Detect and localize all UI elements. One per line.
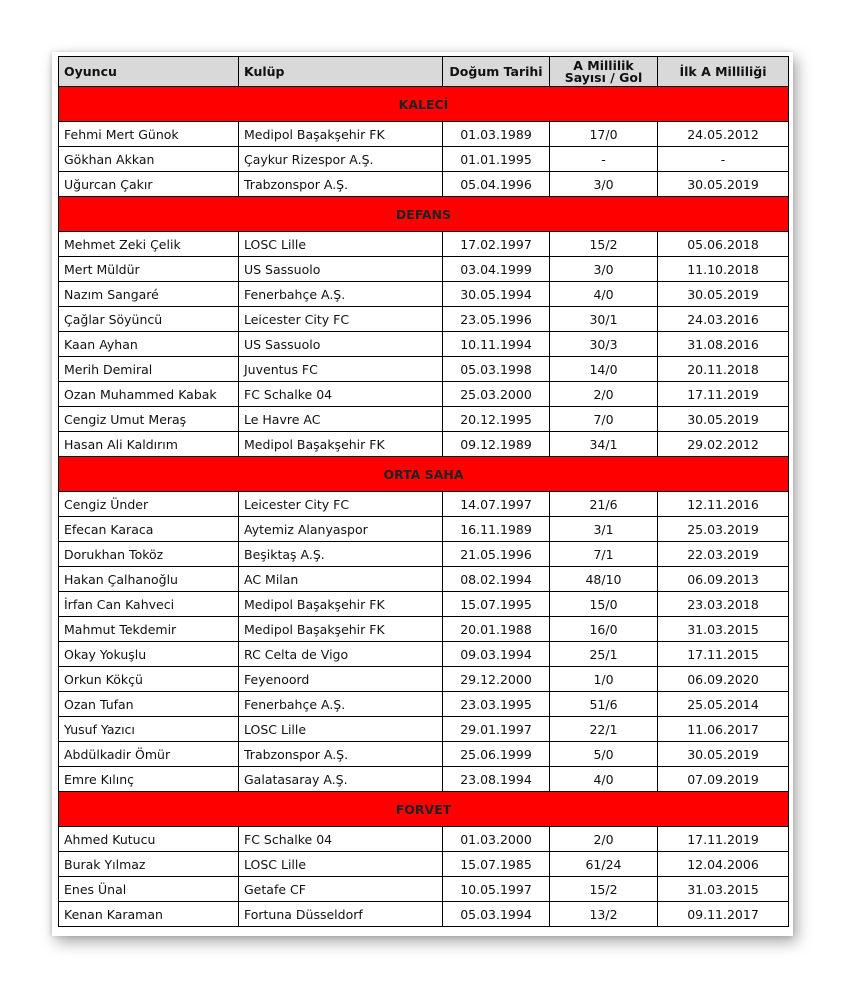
birth-date-cell: 23.03.1995 [443, 692, 550, 717]
club-cell: LOSC Lille [239, 232, 443, 257]
birth-date-cell: 10.05.1997 [443, 877, 550, 902]
caps-goals-cell: 17/0 [550, 122, 658, 147]
first-cap-cell: 06.09.2013 [658, 567, 789, 592]
club-cell: Medipol Başakşehir FK [239, 122, 443, 147]
birth-date-cell: 20.01.1988 [443, 617, 550, 642]
birth-date-cell: 15.07.1985 [443, 852, 550, 877]
club-cell: AC Milan [239, 567, 443, 592]
player-name-cell: Kaan Ayhan [59, 332, 239, 357]
caps-goals-cell: 5/0 [550, 742, 658, 767]
birth-date-cell: 03.04.1999 [443, 257, 550, 282]
first-cap-cell: 31.03.2015 [658, 617, 789, 642]
club-cell: US Sassuolo [239, 332, 443, 357]
club-cell: FC Schalke 04 [239, 382, 443, 407]
caps-goals-cell: 7/1 [550, 542, 658, 567]
club-cell: Trabzonspor A.Ş. [239, 172, 443, 197]
first-cap-cell: 24.03.2016 [658, 307, 789, 332]
player-name-cell: Abdülkadir Ömür [59, 742, 239, 767]
player-name-cell: Yusuf Yazıcı [59, 717, 239, 742]
birth-date-cell: 15.07.1995 [443, 592, 550, 617]
player-name-cell: Mehmet Zeki Çelik [59, 232, 239, 257]
birth-date-cell: 20.12.1995 [443, 407, 550, 432]
birth-date-cell: 09.03.1994 [443, 642, 550, 667]
first-cap-cell: 30.05.2019 [658, 407, 789, 432]
club-cell: Beşiktaş A.Ş. [239, 542, 443, 567]
first-cap-cell: 22.03.2019 [658, 542, 789, 567]
first-cap-cell: 07.09.2019 [658, 767, 789, 792]
table-row [59, 307, 789, 332]
caps-goals-cell: 14/0 [550, 357, 658, 382]
section-header-row [59, 792, 789, 827]
birth-date-cell: 21.05.1996 [443, 542, 550, 567]
section-header-row [59, 87, 789, 122]
player-name-cell: Emre Kılınç [59, 767, 239, 792]
first-cap-cell: - [658, 147, 789, 172]
caps-goals-cell: 15/2 [550, 877, 658, 902]
header-caps-line1: A Millilik [573, 57, 634, 73]
player-name-cell: Ozan Muhammed Kabak [59, 382, 239, 407]
table-row [59, 567, 789, 592]
document-sheet [52, 52, 793, 936]
table-row [59, 257, 789, 282]
first-cap-cell: 25.05.2014 [658, 692, 789, 717]
club-cell: US Sassuolo [239, 257, 443, 282]
caps-goals-cell: 4/0 [550, 282, 658, 307]
player-name-cell: Enes Ünal [59, 877, 239, 902]
first-cap-cell: 24.05.2012 [658, 122, 789, 147]
birth-date-cell: 25.03.2000 [443, 382, 550, 407]
player-name-cell: Burak Yılmaz [59, 852, 239, 877]
birth-date-cell: 14.07.1997 [443, 492, 550, 517]
caps-goals-cell: 25/1 [550, 642, 658, 667]
caps-goals-cell: 2/0 [550, 827, 658, 852]
player-name-cell: Orkun Kökçü [59, 667, 239, 692]
player-name-cell: Mahmut Tekdemir [59, 617, 239, 642]
first-cap-cell: 11.06.2017 [658, 717, 789, 742]
section-header-row [59, 197, 789, 232]
first-cap-cell: 17.11.2019 [658, 382, 789, 407]
first-cap-cell: 25.03.2019 [658, 517, 789, 542]
player-name-cell: Uğurcan Çakır [59, 172, 239, 197]
caps-goals-cell: 61/24 [550, 852, 658, 877]
club-cell: Juventus FC [239, 357, 443, 382]
club-cell: Galatasaray A.Ş. [239, 767, 443, 792]
first-cap-cell: 30.05.2019 [658, 742, 789, 767]
table-row [59, 432, 789, 457]
section-title: ORTA SAHA [59, 457, 789, 492]
table-row [59, 827, 789, 852]
first-cap-cell: 17.11.2015 [658, 642, 789, 667]
table-row [59, 667, 789, 692]
birth-date-cell: 17.02.1997 [443, 232, 550, 257]
club-cell: RC Celta de Vigo [239, 642, 443, 667]
table-row [59, 902, 789, 927]
first-cap-cell: 31.03.2015 [658, 877, 789, 902]
club-cell: Medipol Başakşehir FK [239, 592, 443, 617]
caps-goals-cell: 3/0 [550, 257, 658, 282]
birth-date-cell: 23.08.1994 [443, 767, 550, 792]
first-cap-cell: 12.04.2006 [658, 852, 789, 877]
first-cap-cell: 11.10.2018 [658, 257, 789, 282]
caps-goals-cell: 4/0 [550, 767, 658, 792]
player-name-cell: Gökhan Akkan [59, 147, 239, 172]
player-name-cell: Efecan Karaca [59, 517, 239, 542]
player-name-cell: Fehmi Mert Günok [59, 122, 239, 147]
birth-date-cell: 08.02.1994 [443, 567, 550, 592]
player-name-cell: Okay Yokuşlu [59, 642, 239, 667]
player-name-cell: İrfan Can Kahveci [59, 592, 239, 617]
caps-goals-cell: 48/10 [550, 567, 658, 592]
club-cell: Getafe CF [239, 877, 443, 902]
caps-goals-cell: 2/0 [550, 382, 658, 407]
player-name-cell: Mert Müldür [59, 257, 239, 282]
club-cell: Medipol Başakşehir FK [239, 617, 443, 642]
header-player: Oyuncu [59, 57, 239, 87]
table-row [59, 407, 789, 432]
table-row [59, 617, 789, 642]
club-cell: Çaykur Rizespor A.Ş. [239, 147, 443, 172]
first-cap-cell: 20.11.2018 [658, 357, 789, 382]
squad-table [58, 56, 789, 927]
birth-date-cell: 29.01.1997 [443, 717, 550, 742]
player-name-cell: Hasan Ali Kaldırım [59, 432, 239, 457]
table-row [59, 592, 789, 617]
club-cell: Le Havre AC [239, 407, 443, 432]
table-row [59, 642, 789, 667]
caps-goals-cell: 13/2 [550, 902, 658, 927]
player-name-cell: Kenan Karaman [59, 902, 239, 927]
birth-date-cell: 05.03.1994 [443, 902, 550, 927]
caps-goals-cell: 3/1 [550, 517, 658, 542]
club-cell: Leicester City FC [239, 307, 443, 332]
birth-date-cell: 10.11.1994 [443, 332, 550, 357]
caps-goals-cell: 16/0 [550, 617, 658, 642]
club-cell: Fenerbahçe A.Ş. [239, 282, 443, 307]
caps-goals-cell: 15/2 [550, 232, 658, 257]
table-row [59, 852, 789, 877]
caps-goals-cell: 30/3 [550, 332, 658, 357]
header-caps-goals [550, 57, 658, 87]
table-row [59, 232, 789, 257]
table-row [59, 382, 789, 407]
first-cap-cell: 12.11.2016 [658, 492, 789, 517]
club-cell: Feyenoord [239, 667, 443, 692]
header-first-cap: İlk A Milliliği [658, 57, 789, 87]
first-cap-cell: 30.05.2019 [658, 282, 789, 307]
table-body [59, 87, 789, 927]
club-cell: LOSC Lille [239, 717, 443, 742]
caps-goals-cell: 3/0 [550, 172, 658, 197]
club-cell: FC Schalke 04 [239, 827, 443, 852]
table-row [59, 517, 789, 542]
table-row [59, 122, 789, 147]
birth-date-cell: 30.05.1994 [443, 282, 550, 307]
table-row [59, 717, 789, 742]
birth-date-cell: 25.06.1999 [443, 742, 550, 767]
birth-date-cell: 16.11.1989 [443, 517, 550, 542]
birth-date-cell: 05.03.1998 [443, 357, 550, 382]
section-title: KALECİ [59, 87, 789, 122]
birth-date-cell: 01.01.1995 [443, 147, 550, 172]
player-name-cell: Cengiz Umut Meraş [59, 407, 239, 432]
caps-goals-cell: 15/0 [550, 592, 658, 617]
player-name-cell: Ozan Tufan [59, 692, 239, 717]
club-cell: LOSC Lille [239, 852, 443, 877]
caps-goals-cell: 51/6 [550, 692, 658, 717]
first-cap-cell: 23.03.2018 [658, 592, 789, 617]
section-title: FORVET [59, 792, 789, 827]
player-name-cell: Cengiz Ünder [59, 492, 239, 517]
club-cell: Fortuna Düsseldorf [239, 902, 443, 927]
birth-date-cell: 01.03.2000 [443, 827, 550, 852]
caps-goals-cell: 30/1 [550, 307, 658, 332]
club-cell: Leicester City FC [239, 492, 443, 517]
caps-goals-cell: 21/6 [550, 492, 658, 517]
table-row [59, 692, 789, 717]
table-row [59, 542, 789, 567]
player-name-cell: Çağlar Söyüncü [59, 307, 239, 332]
club-cell: Aytemiz Alanyaspor [239, 517, 443, 542]
section-header-row [59, 457, 789, 492]
first-cap-cell: 29.02.2012 [658, 432, 789, 457]
first-cap-cell: 09.11.2017 [658, 902, 789, 927]
club-cell: Trabzonspor A.Ş. [239, 742, 443, 767]
table-header [59, 57, 789, 87]
birth-date-cell: 29.12.2000 [443, 667, 550, 692]
player-name-cell: Ahmed Kutucu [59, 827, 239, 852]
caps-goals-cell: 1/0 [550, 667, 658, 692]
club-cell: Fenerbahçe A.Ş. [239, 692, 443, 717]
table-row [59, 172, 789, 197]
birth-date-cell: 01.03.1989 [443, 122, 550, 147]
table-row [59, 282, 789, 307]
table-row [59, 332, 789, 357]
table-row [59, 742, 789, 767]
first-cap-cell: 30.05.2019 [658, 172, 789, 197]
caps-goals-cell: 34/1 [550, 432, 658, 457]
first-cap-cell: 17.11.2019 [658, 827, 789, 852]
club-cell: Medipol Başakşehir FK [239, 432, 443, 457]
first-cap-cell: 06.09.2020 [658, 667, 789, 692]
header-birth-date: Doğum Tarihi [443, 57, 550, 87]
player-name-cell: Dorukhan Toköz [59, 542, 239, 567]
player-name-cell: Nazım Sangaré [59, 282, 239, 307]
first-cap-cell: 05.06.2018 [658, 232, 789, 257]
table-row [59, 877, 789, 902]
birth-date-cell: 23.05.1996 [443, 307, 550, 332]
player-name-cell: Hakan Çalhanoğlu [59, 567, 239, 592]
caps-goals-cell: 22/1 [550, 717, 658, 742]
caps-goals-cell: - [550, 147, 658, 172]
birth-date-cell: 09.12.1989 [443, 432, 550, 457]
birth-date-cell: 05.04.1996 [443, 172, 550, 197]
table-row [59, 147, 789, 172]
table-row [59, 767, 789, 792]
table-row [59, 357, 789, 382]
section-title: DEFANS [59, 197, 789, 232]
header-caps-line2: Sayısı / Gol [564, 69, 643, 85]
table-row [59, 492, 789, 517]
header-club: Kulüp [239, 57, 443, 87]
player-name-cell: Merih Demiral [59, 357, 239, 382]
caps-goals-cell: 7/0 [550, 407, 658, 432]
first-cap-cell: 31.08.2016 [658, 332, 789, 357]
